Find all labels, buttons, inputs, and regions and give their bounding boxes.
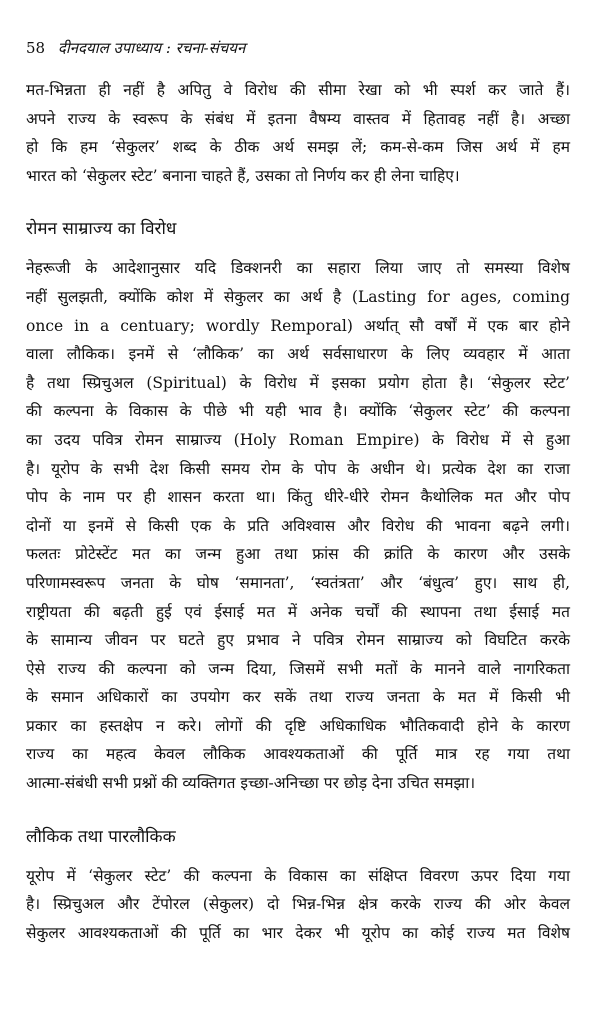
text-line: राष्ट्रीयता की बढ़ती हुई एवं ईसाई मत में अनेक चर्चों की स्थापना तथा ईसाई मत xyxy=(26,602,570,621)
section-heading: रोमन साम्राज्य का विरोध xyxy=(26,219,177,240)
text-line: के समान अधिकारों का उपयोग कर सकें तथा राज्य जनता के मत में किसी भी xyxy=(26,688,570,707)
text-line: आत्मा-संबंधी सभी प्रश्नों की व्यक्तिगत इच्छा-अनिच्छा पर छोड़ देना उचित समझा। xyxy=(26,774,476,793)
section-heading: लौकिक तथा पारलौकिक xyxy=(26,826,176,847)
text-line: यूरोप में ‘सेकुलर स्टेट’ की कल्पना के विकास का संक्षिप्त विवरण ऊपर दिया गया xyxy=(26,866,570,885)
text-line: प्रकार का हस्तक्षेप न करे। लोगों की दृष्टि अधिकाधिक भौतिकवादी होने के कारण xyxy=(26,716,570,735)
text-line: के सामान्य जीवन पर घटते हुए प्रभाव ने पवित्र रोमन साम्राज्य को विघटित करके xyxy=(26,631,570,650)
paragraph-3 xyxy=(26,862,570,948)
paragraph-1 xyxy=(26,76,570,190)
text-line: फलतः प्रोटेस्टेंट मत का जन्म हुआ तथा फ्रांस की क्रांति के कारण और उसके xyxy=(26,545,570,564)
text-line: है। स्प्रिचुअल और टेंपोरल (सेकुलर) दो भिन्न-भिन्न क्षेत्र करके राज्य की ओर केवल xyxy=(26,895,570,914)
text-line: है तथा स्प्रिचुअल (Spiritual) के विरोध में इसका प्रयोग होता है। ‘सेकुलर स्टेट’ xyxy=(26,373,570,392)
text-line: नहीं सुलझती, क्योंकि कोश में सेकुलर का अर्थ है (Lasting for ages, coming xyxy=(26,287,570,306)
book-title: दीनदयाल उपाध्याय : रचना-संचयन xyxy=(57,39,246,57)
text-line: वाला लौकिक। इनमें से ‘लौकिक’ का अर्थ सर्वसाधारण के लिए व्यवहार में आता xyxy=(26,345,570,364)
text-line: की कल्पना के विकास के पीछे भी यही भाव है। क्योंकि ‘सेकुलर स्टेट’ की कल्पना xyxy=(26,402,570,421)
text-line: दोनों या इनमें से किसी एक के प्रति अविश्वास और विरोध की भावना बढ़ने लगी। xyxy=(26,516,570,535)
running-head xyxy=(26,38,570,58)
text-line: है। यूरोप के सभी देश किसी समय रोम के पोप के अधीन थे। प्रत्येक देश का राजा xyxy=(26,459,570,478)
text-line: परिणामस्वरूप जनता के घोष ‘समानता’, ‘स्वतंत्रता’ और ‘बंधुत्व’ हुए। साथ ही, xyxy=(26,573,570,592)
text-line: भारत को ‘सेकुलर स्टेट’ बनाना चाहते हैं, उसका तो निर्णय कर ही लेना चाहिए। xyxy=(26,166,460,185)
paragraph-2 xyxy=(26,254,570,797)
text-line: का उदय पवित्र रोमन साम्राज्य (Holy Roman Empire) के विरोध में से हुआ xyxy=(26,430,570,449)
text-line: नेहरूजी के आदेशानुसार यदि डिक्शनरी का सहारा लिया जाए तो समस्या विशेष xyxy=(26,259,570,278)
text-line: अपने राज्य के स्वरूप के संबंध में इतना वैषम्य वास्तव में हितावह नहीं है। अच्छा xyxy=(26,109,570,128)
text-line: हो कि हम ‘सेकुलर’ शब्द के ठीक अर्थ समझ लें; कम-से-कम जिस अर्थ में हम xyxy=(26,138,570,157)
page-number: 58 xyxy=(26,39,46,57)
text-line: ऐसे राज्य की कल्पना को जन्म दिया, जिसमें सभी मतों के मानने वाले नागरिकता xyxy=(26,659,570,678)
text-line: पोप के नाम पर ही शासन करता था। किंतु धीरे-धीरे रोमन कैथोलिक मत और पोप xyxy=(26,488,570,507)
text-line: राज्य का महत्व केवल लौकिक आवश्यकताओं की पूर्ति मात्र रह गया तथा xyxy=(26,745,570,764)
text-line: मत-भिन्नता ही नहीं है अपितु वे विरोध की सीमा रेखा को भी स्पर्श कर जाते हैं। xyxy=(26,81,570,99)
text-line: once in a centuary; wordly Remporal) अर्थात् सौ वर्षों में एक बार होने xyxy=(26,316,570,335)
text-line: सेकुलर आवश्यकताओं की पूर्ति का भार देकर भी यूरोप का कोई राज्य मत विशेष xyxy=(26,923,570,942)
